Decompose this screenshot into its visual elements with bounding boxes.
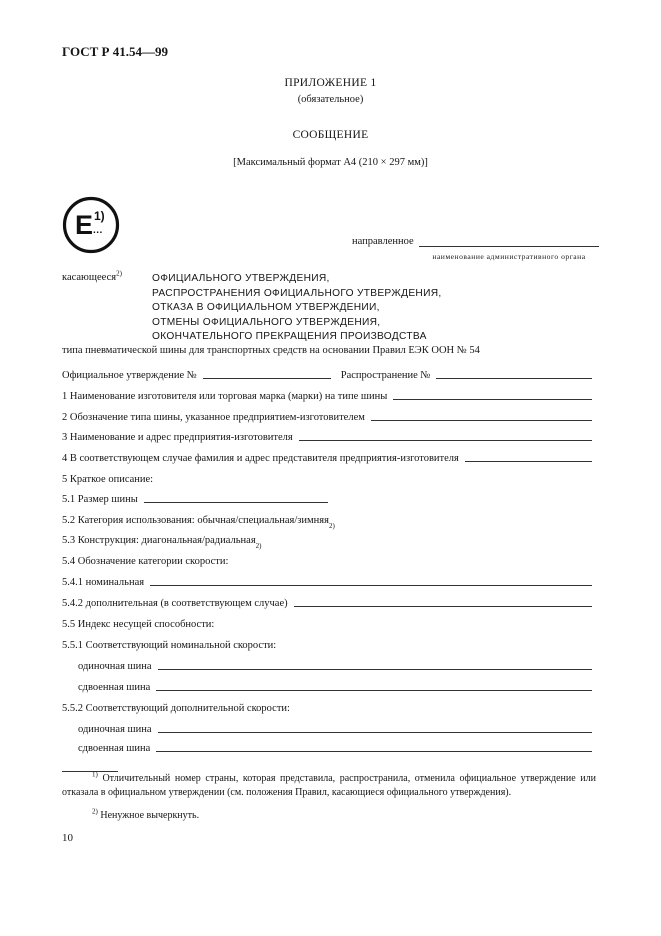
dual-tire-2-label: сдвоенная шина	[78, 743, 151, 754]
page-number: 10	[62, 832, 73, 844]
footnote-2-text: Ненужное вычеркнуть.	[100, 810, 200, 821]
field-1-label: 1 Наименование изготовителя или торговая марка (марки) на типе шины	[62, 391, 388, 402]
e-mark-icon	[62, 196, 120, 254]
footnote-1	[62, 772, 596, 800]
field-5-row	[62, 474, 592, 485]
e-mark-letter: E	[75, 210, 94, 240]
basis-text: типа пневматической шины для транспортных средств на основании Правил ЕЭК ООН № 54	[62, 345, 480, 356]
field-2-row	[62, 412, 592, 423]
field-5-5-2-label: 5.5.2 Соответствующий дополнительной скорости:	[62, 703, 290, 714]
field-5-1-row	[62, 494, 592, 505]
single-tire-2-input[interactable]	[158, 731, 592, 733]
e-mark-superscript: 1)	[94, 209, 105, 223]
field-5-4-row	[62, 556, 592, 567]
field-5-2-row: 5.2 Категория использования: обычная/специальная/зимняя 2)	[62, 515, 335, 530]
extension-number-field[interactable]	[436, 377, 592, 379]
field-4-label: 4 В соответствующем случае фамилия и адрес представителя предприятия-изготовителя	[62, 453, 459, 464]
field-2-label: 2 Обозначение типа шины, указанное предприятием-изготовителем	[62, 412, 365, 423]
field-5-2-label[interactable]: 5.2 Категория использования: обычная/специальная/зимняя	[62, 515, 329, 526]
field-3-row	[62, 432, 592, 443]
field-5-label: 5 Краткое описание:	[62, 474, 154, 485]
field-5-1-input[interactable]	[144, 501, 328, 503]
concerning-options	[152, 272, 441, 345]
field-3-input[interactable]	[299, 439, 592, 441]
field-5-4-1-row	[62, 577, 592, 588]
approval-number-field[interactable]	[203, 377, 331, 379]
option-withdrawal[interactable]: ОТМЕНЫ ОФИЦИАЛЬНОГО УТВЕРЖДЕНИЯ,	[152, 316, 381, 328]
field-5-5-label: 5.5 Индекс несущей способности:	[62, 619, 215, 630]
dual-tire-1-label: сдвоенная шина	[78, 682, 151, 693]
field-5-3-label[interactable]: 5.3 Конструкция: диагональная/радиальная	[62, 535, 256, 546]
field-5-4-2-input[interactable]	[294, 605, 592, 607]
field-5-4-2-label: 5.4.2 дополнительная (в соответствующем случае)	[62, 598, 288, 609]
field-5-4-2-row	[62, 598, 592, 609]
field-5-5-1-row	[62, 640, 592, 651]
format-note: [Максимальный формат А4 (210 × 297 мм)]	[233, 157, 428, 168]
dual-tire-1-row	[78, 682, 592, 693]
single-tire-2-row	[78, 724, 592, 735]
standard-header: ГОСТ Р 41.54—99	[62, 44, 168, 59]
e-mark-dots: ...	[93, 225, 103, 236]
field-5-4-1-label: 5.4.1 номинальная	[62, 577, 145, 588]
field-1-input[interactable]	[393, 398, 592, 400]
dual-tire-2-row	[78, 743, 592, 754]
dual-tire-1-input[interactable]	[156, 689, 592, 691]
footnote-1-text: Отличительный номер страны, которая представила, распространила, отменила официальное утверждение или отказала в официальном утверждении (см. положения Правил, касающиеся официального утверждения).	[62, 773, 596, 798]
field-5-1-label: 5.1 Размер шины	[62, 494, 138, 505]
option-approval[interactable]: ОФИЦИАЛЬНОГО УТВЕРЖДЕНИЯ,	[152, 273, 330, 284]
option-extension[interactable]: РАСПРОСТРАНЕНИЯ ОФИЦИАЛЬНОГО УТВЕРЖДЕНИЯ,	[152, 287, 442, 299]
footnote-ref-2: 2)	[116, 269, 122, 278]
field-5-3-row: 5.3 Конструкция: диагональная/радиальная 2)	[62, 535, 262, 550]
footnote-2-mark: 2)	[92, 807, 98, 816]
concerning-label-text: касающееся	[62, 272, 117, 283]
option-discontinuation[interactable]: ОКОНЧАТЕЛЬНОГО ПРЕКРАЩЕНИЯ ПРОИЗВОДСТВА	[152, 331, 427, 343]
dual-tire-2-input[interactable]	[156, 750, 592, 752]
footnote-1-mark: 1)	[92, 770, 98, 779]
concerning-label	[62, 269, 122, 283]
field-1-row	[62, 391, 592, 402]
field-5-5-row	[62, 619, 592, 630]
approval-number-label: Официальное утверждение №	[62, 370, 197, 381]
message-title: СООБЩЕНИЕ	[292, 129, 369, 141]
option-refusal[interactable]: ОТКАЗА В ОФИЦИАЛЬНОМ УТВЕРЖДЕНИИ,	[152, 302, 380, 314]
field-5-5-1-label: 5.5.1 Соответствующий номинальной скорости:	[62, 640, 277, 651]
directed-field[interactable]	[419, 246, 599, 247]
single-tire-1-input[interactable]	[158, 668, 592, 670]
field-5-4-label: 5.4 Обозначение категории скорости:	[62, 556, 229, 567]
approval-row	[62, 370, 592, 381]
field-5-5-2-row	[62, 703, 592, 714]
field-2-input[interactable]	[371, 419, 592, 421]
field-3-label: 3 Наименование и адрес предприятия-изготовителя	[62, 432, 293, 443]
footnote-2	[92, 807, 200, 821]
single-tire-2-label: одиночная шина	[78, 724, 152, 735]
single-tire-1-row	[78, 661, 592, 672]
directed-label: направленное	[352, 236, 414, 247]
field-4-input[interactable]	[465, 460, 592, 462]
basis-line	[62, 345, 592, 356]
directed-hint: наименование административного органа	[432, 252, 586, 261]
single-tire-1-label: одиночная шина	[78, 661, 152, 672]
annex-status: (обязательное)	[297, 94, 364, 105]
extension-number-label: Распространение №	[340, 370, 431, 381]
field-5-4-1-input[interactable]	[150, 584, 592, 586]
annex-title: ПРИЛОЖЕНИЕ 1	[284, 77, 377, 89]
field-4-row	[62, 453, 592, 464]
